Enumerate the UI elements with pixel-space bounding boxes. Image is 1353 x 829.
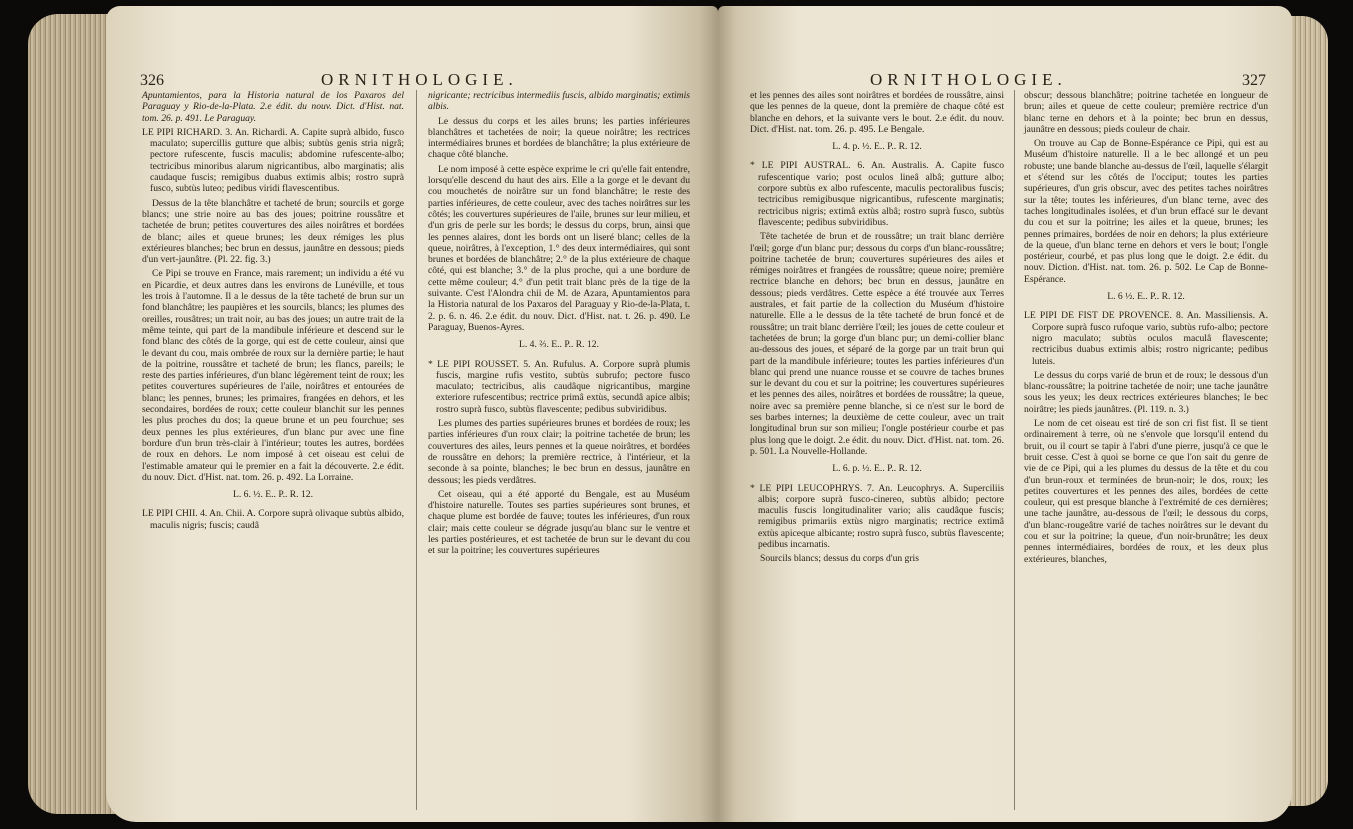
paragraph: Le nom imposé à cette espèce exprime le cri qu'elle fait entendre, lorsqu'elle descend du haut des airs. Elle a la gorge et le devant du cou mouchetés de noirâtre sur un fond blanchâtre; le reste des parties inférieures, de cette couleur, avec des taches noirâtres sur les côtés; les couvertures supérieures de l'aile, brunes sur leur milieu, et d'un gris de perle sur les bords; le dessus du corps, brun, ainsi que les pennes alaires, dont les bords ont un liseré blanc; celles de la queue, noirâtres, à l'exception, 1.° des deux intermédiaires, qui sont brunes et bordées de blanchâtre; 2.° de la plus extérieure de chaque côté, qui est blanche; 3.° de la plus proche, qui a une bordure de cette même couleur; 4.° d'un petit trait blanc près de la tige de la suivante. C'est l'Alondra chii de M. de Azara, Apuntamientos para la Historia natural de los Paxaros del Paraguay y Rio-de-la-Plata, t. 2. p. 6. n. 46. 2.e édit. du nouv. Dict. d'Hist. nat. t. 26. p. 490. Le Paraguay, Buenos-Ayres. [428, 163, 690, 333]
measurement-line: L. 6. ½. E.. P.. R. 12. [233, 489, 313, 501]
species-entry: LE PIPI CHII. 4. An. Chii. A. Corpore suprà olivaque subtùs albido, maculis nigris; fuscis; caudâ [142, 508, 404, 531]
page-number-left: 326 [140, 72, 164, 89]
measurement-line: L. 4. ⅔. E.. P.. R. 12. [519, 339, 599, 351]
right-page [718, 6, 1292, 822]
paragraph: Le nom de cet oiseau est tiré de son cri fist fist. Il se tient ordinairement à terre, où ne s'envole que lorsqu'il entend du bruit, ou il court se tapir à l'abri d'une pierre, jusqu'à ce que le bruit cesse. C'est à quoi se borne ce que l'on sait du genre de vie de ce Pipi, qui a les plumes du dessus de la tête et du cou d'un brun-roux et terminées de brun-noir; le dos, roux; les petites couvertures et les pennes des ailes, bordées de cette couleur, qui est presque blanche à l'extrémité de ces dernières; une tache jaunâtre, au-dessous de l'œil; le dessous du corps, d'un blanc-rougeâtre varié de taches noirâtres sur le devant du cou et sur la poitrine; la queue, d'un noir-brunâtre; les deux pennes intermédiaires, bordées de roux, et les deux plus extérieures, blanches, [1024, 418, 1268, 565]
measurement-line: L. 6. p. ½. E.. P.. R. 12. [832, 463, 922, 475]
paragraph: Apuntamientos, para la Historia natural de los Paxaros del Paraguay y Rio-de-la-Plata. 2.e édit. du nouv. Dict. d'Hist. nat. tom. 26. p. 491. Le Paraguay. [142, 90, 404, 124]
running-head-left: ORNITHOLOGIE. [321, 70, 518, 89]
open-book [28, 6, 1328, 824]
paragraph: Dessus de la tête blanchâtre et tacheté de brun; sourcils et gorge blancs; une strie noire au bas des joues; poitrine roussâtre et tachetée de brun; petites couvertures des ailes noirâtres et bordées de blanc; ailes et queue brunes; les deux rémiges les plus extérieures blanches; bec brun en dessus, jaunâtre en dessous; pieds d'un vert-jaunâtre. (Pl. 22. fig. 3.) [142, 197, 404, 266]
left-page-column-2 [428, 90, 690, 560]
species-entry: * LE PIPI AUSTRAL. 6. An. Australis. A. Capite fusco rufescentique vario; post oculos lineâ albâ; gutture albo; corpore subtùs ex albo rufescente, maculis pectoralibus fuscis; tectricibus remigibusque nigricantibus, rufescente marginatis; rectricibus nigris; extimâ extùs albâ; rostro suprà fusco, subtùs flavescente; pedibus subviridibus. [750, 160, 1004, 228]
paragraph: On trouve au Cap de Bonne-Espérance ce Pipi, qui est au Muséum d'histoire naturelle. Il a le bec allongé et un peu robuste; une bande blanche au-dessus de l'œil, laquelle s'élargit et s'étend sur les côtés de l'occiput; toutes les parties supérieures, d'un gris obscur, avec des petites taches noirâtres sur la tête; toutes les inférieures, d'un blanc terne, avec des taches longitudinales isolées, et d'un brun effacé sur le devant du cou et sur la poitrine; les ailes et la queue, brunes; les pennes primaires, bordées de noir en dehors; la plus extérieure de la queue, d'un blanc terne en dehors et vers le bout; l'ongle postérieur, courbé, et pas plus long que le doigt. 2.e édit. du nouv. Diction. d'Hist. nat. tom. 26. p. 502. Le Cap de Bonne-Espérance. [1024, 138, 1268, 285]
species-entry: LE PIPI RICHARD. 3. An. Richardi. A. Capite suprà albido, fusco maculato; supercillis gutture que albis; subtùs genis stria nigrâ; pectore rufescente, fuscis maculis; abdomine rufescente-albo; tectricibus minoribus alarum nigricantibus, albo marginatis; alis caudaque fuscis; remigibus duabus extimis albis; rostro suprà fusco, subtùs luteo; pedibus viridi flavescentibus. [142, 126, 404, 195]
paragraph: Les plumes des parties supérieures brunes et bordées de roux; les parties inférieures d'un roux clair; la poitrine tachetée de brun; les couvertures des ailes, leurs pennes et la queue noirâtres, et bordées de roussâtre en dehors; la première rectrice, à l'intérieur, et la seconde à sa pointe, blanches; le bec brun en dessus, jaunâtre en dessous; les pieds verdâtres. [428, 418, 690, 486]
measurement-line: L. 6 ½. E.. P.. R. 12. [1107, 291, 1185, 303]
paragraph: Tête tachetée de brun et de roussâtre; un trait blanc derrière l'œil; gorge d'un blanc pur; dessous du corps d'un blanc-roussâtre; poitrine tachetée de brun; couvertures supérieures des ailes et rémiges noirâtres et frangées de roussâtre; queue noire; première rectrice blanche en dehors; bec brun en dessus, jaunâtre en dessous; pieds verdâtres. Cette espèce a été trouvée aux Terres australes, et fait partie de la collection du Muséum d'histoire naturelle. Elle a le dessus de la tête tacheté de brun foncé et de roussâtre; un trait blanc derrière l'œil; les joues de cette couleur et tachetées de brun; la gorge d'un blanc pur; un demi-collier blanc au-dessous des joues, et séparé de la gorge par un trait brun qui part de la mandibule inférieure; toutes les parties inférieures d'un blanc qui prend une nuance rousse et se couvre de taches brunes sur le devant du cou et sur la poitrine; les couvertures supérieures et les pennes des ailes, noirâtres et bordées de roussâtre; la queue, noire avec sa première penne blanche, si ce n'est sur le bord de ses barbes internes; la deuxième de cette couleur, avec un trait longitudinal brun sur son milieu; l'ongle postérieur courbe et pas plus long que le doigt. 2.e édit. du nouv. Dict. d'Hist. nat. tom. 26. p. 501. La Nouvelle-Hollande. [750, 231, 1004, 457]
column-rule [1014, 90, 1015, 810]
running-head-right: ORNITHOLOGIE. [870, 70, 1067, 89]
paragraph: Cet oiseau, qui a été apporté du Bengale, est au Muséum d'histoire naturelle. Toutes ses parties supérieures sont brunes, et chaque plume est bordée de fauve; toutes les inférieures, d'un roux clair; mais cette couleur se dégrade jusqu'au blanc sur le ventre et les parties postérieures, et est tachetée de brun sur le devant du cou et sur la poitrine; les couvertures supérieures [428, 488, 690, 557]
paragraph: Ce Pipi se trouve en France, mais rarement; un individu a été vu en Picardie, et deux autres dans les environs de Lunéville, et tous les trois à l'automne. Il a le dessus de la tête tacheté de brun sur un fond blanchâtre; les paupières et les sourcils, blancs; les plumes des oreilles, rousâtres; un trait noir, au bas des joues; un autre trait de la même teinte, qui part de la mandibule inférieure et descend sur le fond blanc des côtés de la gorge, qui est de cette couleur, ainsi que le devant du cou, mais ombrée de roux sur la dernière partie; le haut de la poitrine, roussâtre et tacheté de brun; les flancs, pareils; le reste des parties inférieures, d'un blanc légèrement teint de roux; les petites couvertures supérieures de l'aile, noirâtres et entourées de blanc; les pennes, brunes; les primaires, frangées en dehors, et les secondaires, bordées de roux; cette couleur blanchit sur les pennes les plus proches du dos; la queue brune et un peu fourchue; ses deux pennes les plus extérieures, d'un blanc pur avec une fine bordure d'un brun très-clair à l'intérieur; toutes les autres, bordées de roux en dehors. Le nom imposé à cet oiseau est celui de l'estimable amateur qui le premier en a fait la découverte. 2.e édit. du nouv. Dict. d'Hist. nat. tom. 26. p. 492. La Lorraine. [142, 268, 404, 483]
right-page-column-2 [1024, 90, 1268, 568]
page-number-right: 327 [1242, 72, 1266, 89]
right-page-column-1 [750, 90, 1004, 568]
paragraph: nigricante; rectricibus intermediis fuscis, albido marginatis; extimis albis. [428, 90, 690, 113]
paragraph: et les pennes des ailes sont noirâtres et bordées de roussâtre, ainsi que les pennes de la queue, dont la première de chaque côté est blanche en dehors, et la suivante vers le bout. 2.e édit. du nouv. Dict. d'Hist. nat. tom. 26. p. 495. Le Bengale. [750, 90, 1004, 135]
measurement-line: L. 4. p. ½. E.. P.. R. 12. [832, 141, 922, 153]
species-entry: LE PIPI DE FIST DE PROVENCE. 8. An. Massiliensis. A. Corpore suprà fusco rufoque vario, subtùs rufo-albo; pectore nigro maculato; subtùs oculos maculâ flavescente; rectricibus duabus extimis albis; rostro nigricante; pedibus luteis. [1024, 310, 1268, 367]
paragraph: obscur; dessous blanchâtre; poitrine tachetée en longueur de brun; ailes et queue de cette couleur; première rectrice d'un blanc terne en dehors et à la pointe; bec brun en dessus, jaunâtre en dessous; pieds couleur de chair. [1024, 90, 1268, 135]
species-entry: * LE PIPI ROUSSET. 5. An. Rufulus. A. Corpore suprà plumis fuscis, margine rufis vestito, subtùs subrufo; pectore fusco maculato; tectricibus, alis caudâque nigricantibus, margine exteriore rufescentibus; rectrice primâ extùs, secundâ apice albis; rostro suprà fusco, subtùs flavescente; pedibus subviridibus. [428, 358, 690, 415]
paragraph: Sourcils blancs; dessus du corps d'un gris [760, 553, 919, 565]
column-rule [416, 90, 417, 810]
left-page-column-1 [142, 90, 404, 534]
species-entry: * LE PIPI LEUCOPHRYS. 7. An. Leucophrys. A. Superciliis albis; corpore suprà fusco-cinereo, subtùs albido; pectore maculis fuscis longitudinaliter vario; alis caudâque fuscis; remigibus primariis extùs nigro marginatis; rectrice extimâ extùs apiceque albicante; rostro suprà fusco, subtùs flavescente; pedibus incarnatis. [750, 482, 1004, 550]
left-page [106, 6, 718, 822]
paragraph: Le dessus du corps varié de brun et de roux; le dessous d'un blanc-roussâtre; la poitrine tachetée de noir; une tache jaunâtre sous les yeux; les deux rectrices extérieures blanches; le bec noirâtre; les pieds jaunâtres. (Pl. 119. n. 3.) [1024, 369, 1268, 415]
paragraph: Le dessus du corps et les ailes bruns; les parties inférieures blanchâtres et tachetées de noir; la queue noirâtre; les rectrices intermédiaires brunes et bordées de blanchâtre; la plus extérieure de chaque côté blanche. [428, 115, 690, 161]
